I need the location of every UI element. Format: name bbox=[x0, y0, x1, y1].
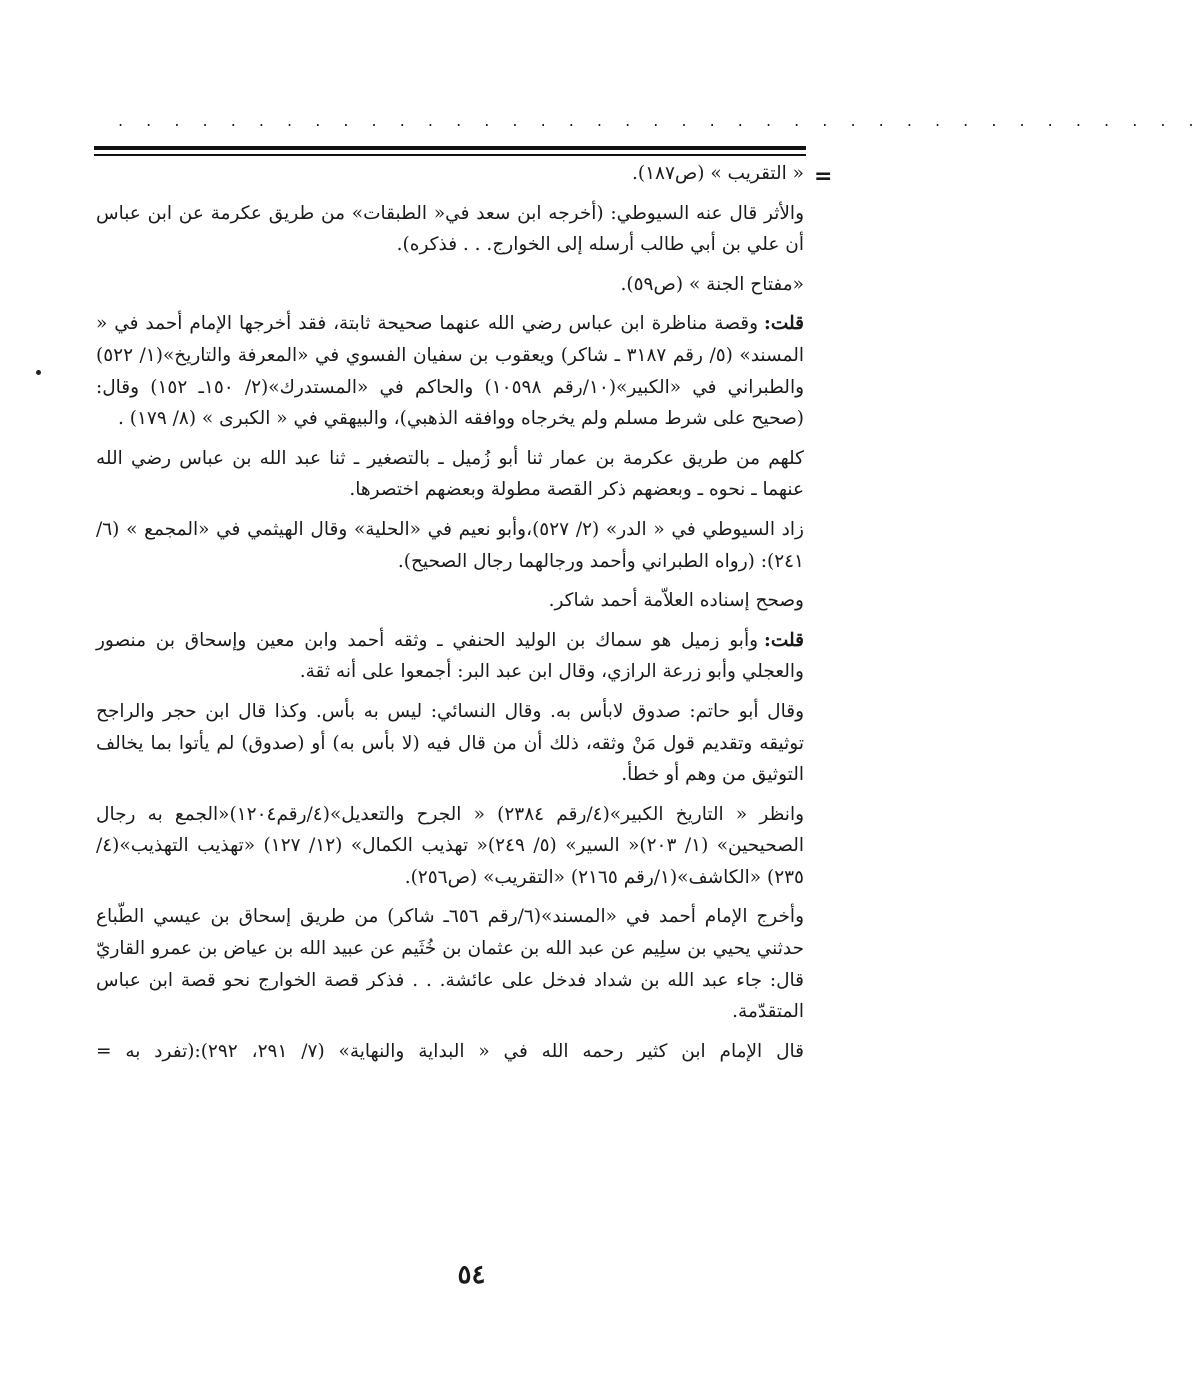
paragraph-1 bbox=[96, 158, 804, 190]
paragraph-text: وأخرج الإمام أحمد في «المسند»(٦/رقم ٦٥٦ـ شاكر) من طريق إسحاق بن عيسي الطّباع حدثني يحيي بن سلِيم عن عبد الله بن عثمان بن خُثَيم عن عبيد الله بن عياض بن عمرو القاريّ قال: جاء عبد الله بن شداد فدخل على عائشة. . . فذكر قصة الخوارج نحو قصة ابن عباس المتقدّمة. bbox=[96, 906, 804, 1023]
paragraph-text: والأثر قال عنه السيوطي: (أخرجه ابن سعد في« الطبقات» من طريق عكرمة عن ابن عباس أن علي بن أبي طالب أرسله إلى الخوارج. . . فذكره). bbox=[96, 202, 804, 256]
paragraph-text: وقال أبو حاتم: صدوق لابأس به. وقال النسائي: ليس به بأس. وكذا قال ابن حجر والراجح توثيقه وتقديم قول مَنْ وثقه، ذلك أن من قال فيه (لا بأس به) أو (صدوق) لم يأتوا بما يخالف التوثيق من وهم أو خطأ. bbox=[96, 700, 804, 786]
paragraph-text: « التقريب » (ص١٨٧). bbox=[631, 163, 804, 184]
paragraph-text: قال الإمام ابن كثير رحمه الله في « البداية والنهاية» (٧/ ٢٩١، ٢٩٢):(تفرد به = bbox=[96, 1040, 804, 1062]
continuation-mark: = bbox=[814, 164, 833, 189]
paragraph-10 bbox=[96, 799, 804, 894]
paragraph-6 bbox=[96, 514, 804, 577]
paragraph-12 bbox=[96, 1036, 804, 1068]
paragraph-lead: قلت: bbox=[764, 313, 804, 335]
paragraph-text: وقصة مناظرة ابن عباس رضي الله عنهما صحيحة ثابتة، فقد أخرجها الإمام أحمد في « المسند» (٥/ رقم ٣١٨٧ ـ شاكر) ويعقوب بن سفيان الفسوي في «المعرفة والتاريخ»(١/ ٥٢٢) والطبراني في «الكبير»(١٠/رقم ١٠٥٩٨) والحاكم في «المستدرك»(٢/ ١٥٠ـ ١٥٢) وقال:(صحيح على شرط مسلم ولم يخرجاه ووافقه الذهبي)، والبيهقي في « الكبرى » (٨/ ١٧٩) . bbox=[96, 313, 805, 430]
paragraph-5 bbox=[96, 443, 804, 506]
paragraph-text: زاد السيوطي في « الدر» (٢/ ٥٢٧)،وأبو نعيم في «الحلية» وقال الهيثمي في «المجمع » (٦/ ٢٤١): (رواه الطبراني وأحمد ورجالهما رجال الصحيح). bbox=[96, 518, 804, 572]
paragraph-11 bbox=[96, 901, 804, 1027]
paragraph-text: كلهم من طريق عكرمة بن عمار ثنا أبو زُميل ـ بالتصغير ـ ثنا عبد الله بن عباس رضي الله عنهما ـ نحوه ـ وبعضهم ذكر القصة مطولة وبعضهم اختصرها. bbox=[96, 447, 804, 501]
paragraph-lead: قلت: bbox=[764, 629, 804, 651]
header-dotted-line: . . . . . . . . . . . . . . . . . . . . . . . . . . . . . . . . . . . . . . . bbox=[118, 111, 1203, 130]
paragraph-text: وانظر « التاريخ الكبير»(٤/رقم ٢٣٨٤) « الجرح والتعديل»(٤/رقم١٢٠٤)«الجمع به رجال الصحيحين» (١/ ٢٠٣)« السير» (٥/ ٢٤٩)« تهذيب الكمال» (١٢/ ١٢٧) «تهذيب التهذيب»(٤/ ٢٣٥) «الكاشف»(١/رقم ٢١٦٥) «التقريب» (ص٢٥٦). bbox=[96, 803, 805, 888]
paragraph-2 bbox=[96, 198, 804, 261]
paragraph-text: «مفتاح الجنة » (ص٥٩). bbox=[620, 273, 804, 295]
footnote-text bbox=[96, 158, 804, 1218]
header-rule-thin bbox=[94, 154, 806, 156]
paragraph-8 bbox=[96, 625, 804, 688]
paragraph-3 bbox=[96, 269, 804, 301]
paragraph-text: وأبو زميل هو سماك بن الوليد الحنفي ـ وثقه أحمد وابن معين وإسحاق بن منصور والعجلي وأبو زرعة الرازي، وقال ابن عبد البر: أجمعوا على أنه ثقة. bbox=[96, 629, 804, 683]
header-rule-thick bbox=[94, 146, 806, 150]
page-number: ٥٤ bbox=[457, 1260, 486, 1290]
paragraph-9 bbox=[96, 696, 804, 791]
paragraph-4 bbox=[96, 308, 804, 434]
paragraph-7 bbox=[96, 585, 804, 617]
margin-dot bbox=[36, 370, 41, 375]
paragraph-text: وصحح إسناده العلاّمة أحمد شاكر. bbox=[548, 590, 804, 612]
